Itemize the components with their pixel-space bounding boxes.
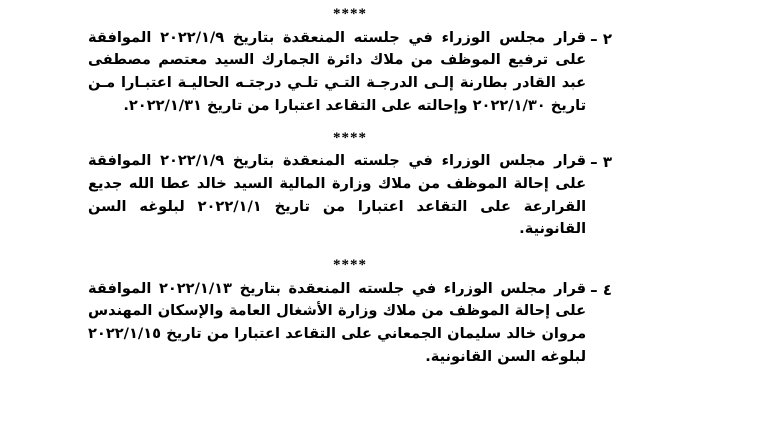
list-item	[88, 150, 612, 241]
separator-3: ****	[333, 257, 367, 274]
list-item-text: قرار مجلس الوزراء في جلسته المنعقدة بتاريخ ٢٠٢٢/١/٩ الموافقة على ترفيع الموظف من ملاك دائرة الجمارك السيد معتصم مصطفى عبد القادر بطارنة إلـى الدرجـة التـي تلـي درجتـه الحاليـة اعتبـارا مـن تاريخ ٢٠٢٢/١/٣٠ وإحالته على التقاعد اعتبارا من تاريخ ٢٠٢٢/١/٣١.	[88, 28, 587, 114]
document-body	[88, 6, 612, 375]
list-item	[88, 278, 612, 369]
list-item-number: ٢ –	[590, 29, 612, 48]
spacer	[88, 247, 612, 257]
list-item-text: قرار مجلس الوزراء في جلسته المنعقدة بتاريخ ٢٠٢٢/١/٩ الموافقة على إحالة الموظف من ملاك وزارة المالية السيد خالد عطا الله جديع القرارعة على التقاعد اعتبارا من تاريخ ٢٠٢٢/١/١ لبلوغه السن القانونية.	[88, 152, 587, 238]
separator-2: ****	[333, 129, 367, 146]
list-item-number: ٤ –	[590, 280, 612, 299]
list-item-text: قرار مجلس الوزراء في جلسته المنعقدة بتاريخ ٢٠٢٢/١/١٣ الموافقة على إحالة الموظف من ملاك وزارة الأشغال العامة والإسكان المهندس مروان خالد سليمان الجمعاني على التقاعد اعتبارا من تاريخ ٢٠٢٢/١/١٥ لبلوغه السن القانونية.	[88, 279, 587, 365]
list-item-number: ٣ –	[590, 153, 612, 172]
list-item	[88, 27, 612, 118]
separator-1: ****	[333, 6, 367, 22]
